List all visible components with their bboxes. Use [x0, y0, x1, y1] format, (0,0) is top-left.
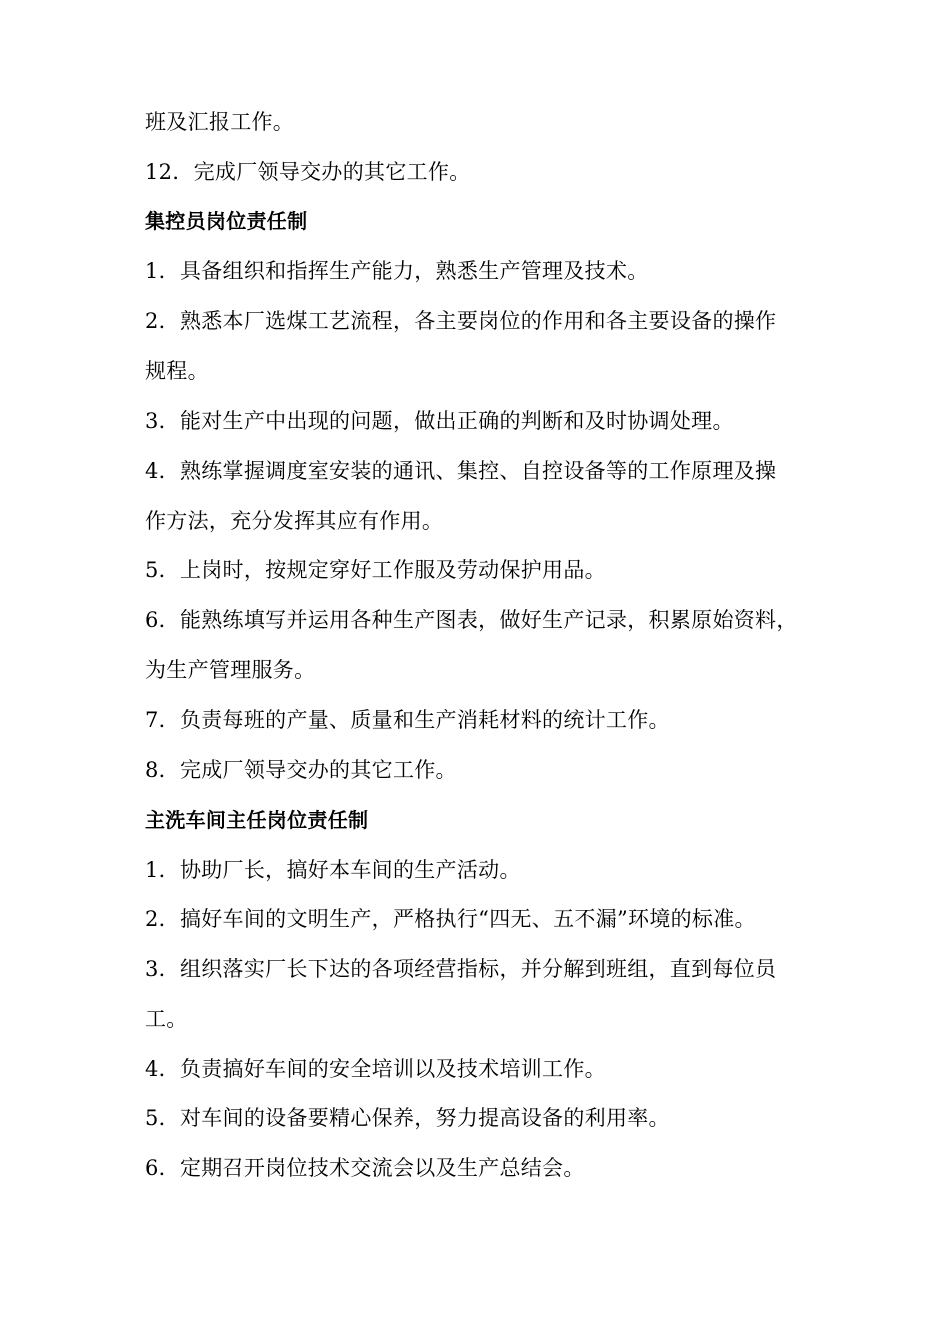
text-line: 2．搞好车间的文明生产，严格执行“四无、五不漏”环境的标准。: [145, 907, 756, 931]
text-line: 班及汇报工作。: [145, 110, 295, 134]
text-line: 1．具备组织和指挥生产能力，熟悉生产管理及技术。: [145, 259, 649, 283]
text-line: 3．组织落实厂长下达的各项经营指标，并分解到班组，直到每位员: [145, 957, 777, 981]
text-line: 4．熟练掌握调度室安装的通讯、集控、自控设备等的工作原理及操: [145, 459, 777, 483]
section-heading: 主洗车间主任岗位责任制: [145, 808, 369, 832]
text-line: 6．能熟练填写并运用各种生产图表，做好生产记录，积累原始资料，: [145, 608, 798, 632]
text-line: 6．定期召开岗位技术交流会以及生产总结会。: [145, 1156, 585, 1180]
text-line: 8．完成厂领导交办的其它工作。: [145, 758, 457, 782]
text-line: 3．能对生产中出现的问题，做出正确的判断和及时协调处理。: [145, 409, 734, 433]
text-line: 作方法，充分发挥其应有作用。: [145, 509, 444, 533]
text-line: 12．完成厂领导交办的其它工作。: [145, 160, 471, 184]
text-line: 4．负责搞好车间的安全培训以及技术培训工作。: [145, 1057, 606, 1081]
section-heading: 集控员岗位责任制: [145, 209, 308, 233]
text-line: 为生产管理服务。: [145, 658, 316, 682]
text-line: 1．协助厂长，搞好本车间的生产活动。: [145, 858, 521, 882]
text-line: 工。: [145, 1007, 188, 1031]
text-line: 2．熟悉本厂选煤工艺流程，各主要岗位的作用和各主要设备的操作: [145, 309, 777, 333]
text-line: 7．负责每班的产量、质量和生产消耗材料的统计工作。: [145, 708, 670, 732]
text-line: 5．对车间的设备要精心保养，努力提高设备的利用率。: [145, 1106, 670, 1130]
text-line: 规程。: [145, 359, 209, 383]
text-line: 5．上岗时，按规定穿好工作服及劳动保护用品。: [145, 558, 606, 582]
